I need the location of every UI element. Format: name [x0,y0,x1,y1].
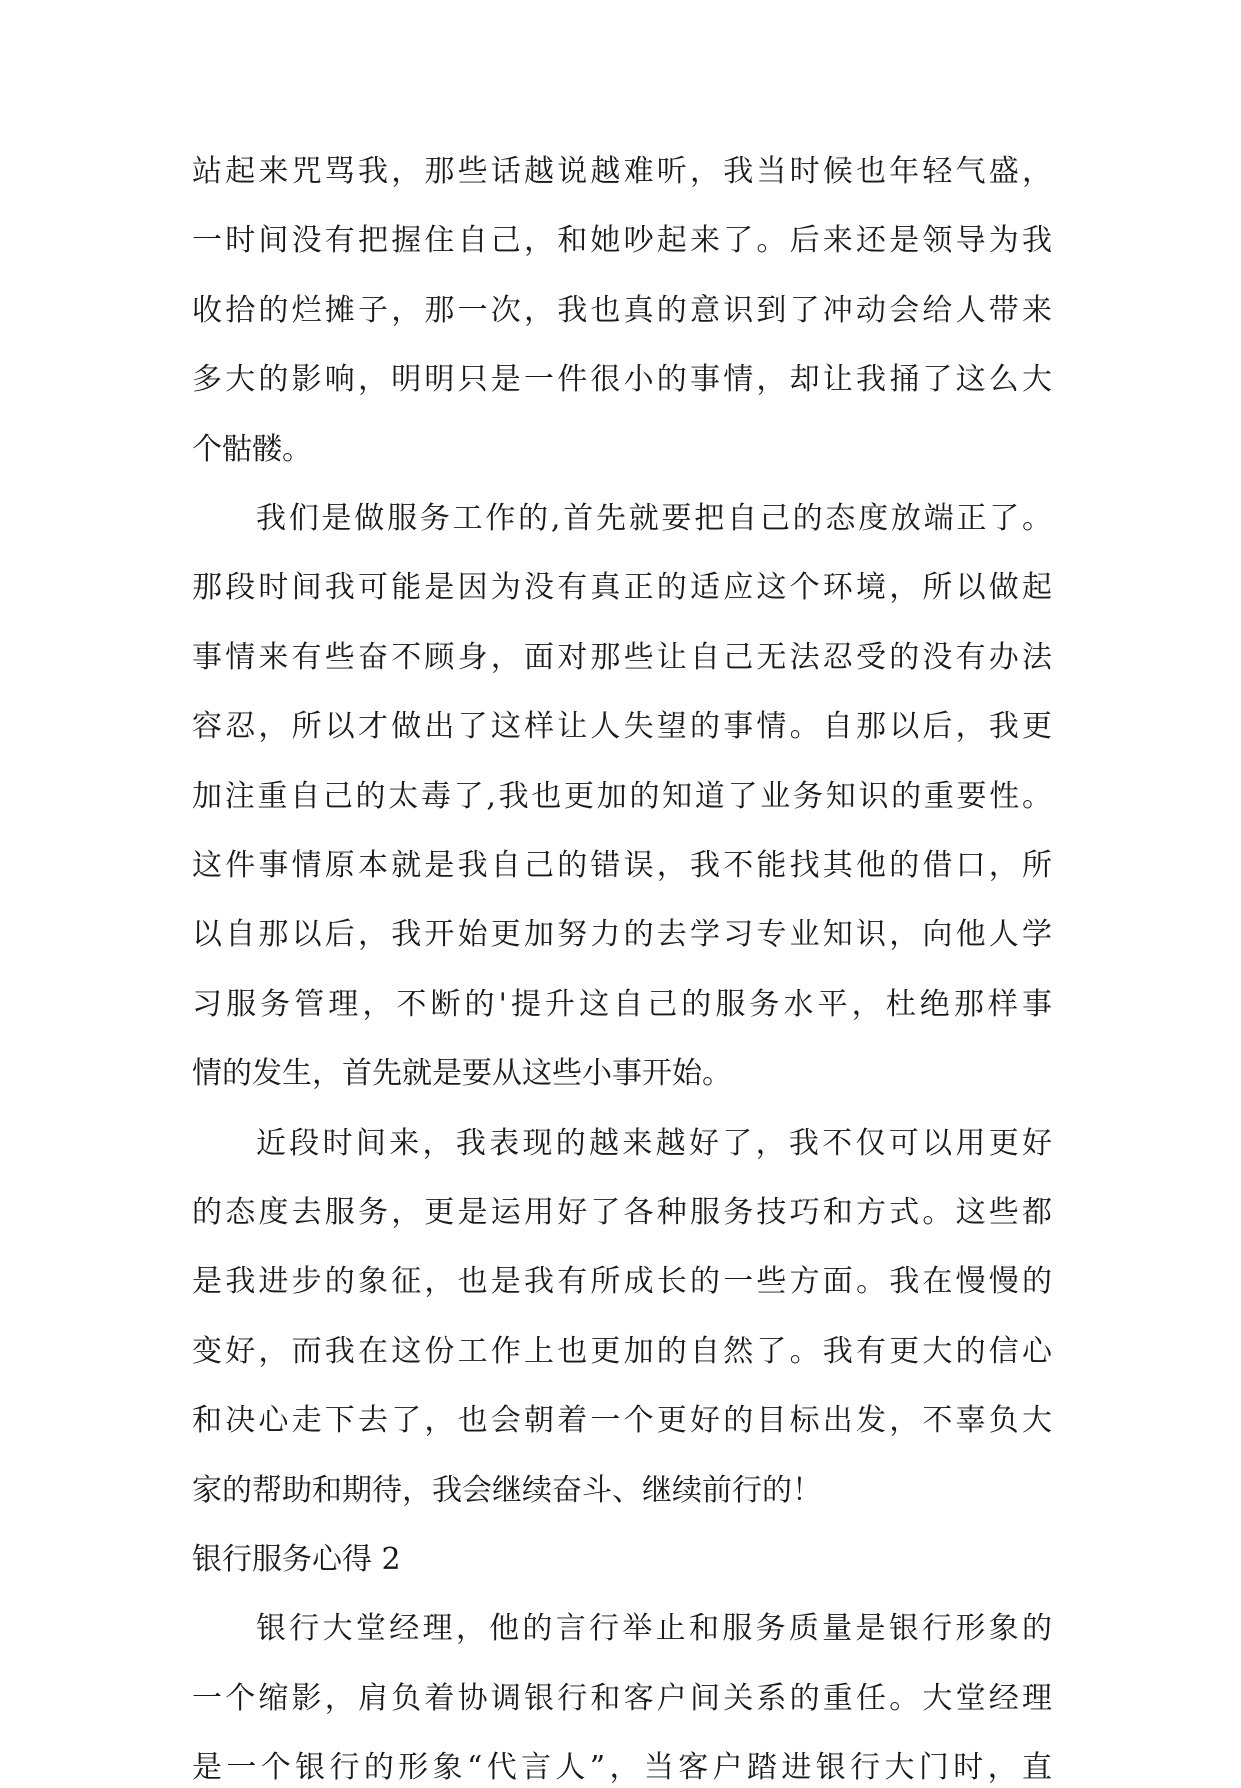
text-line: 个骷髅。 [192,432,312,467]
text-line: 那段时间我可能是因为没有真正的适应这个环境，所以做起 [192,570,1052,605]
text-line: 家的帮助和期待，我会继续奋斗、继续前行的！ [192,1473,822,1508]
text-line: 我们是做服务工作的,首先就要把自己的态度放端正了。 [256,501,1052,536]
text-line: 容忍，所以才做出了这样让人失望的事情。自那以后，我更 [192,709,1052,744]
text-line: 站起来咒骂我，那些话越说越难听，我当时候也年轻气盛， [192,154,1052,189]
text-line: 多大的影响，明明只是一件很小的事情，却让我捅了这么大 [192,362,1052,397]
text-line: 情的发生，首先就是要从这些小事开始。 [192,1056,732,1091]
text-line: 收拾的烂摊子，那一次，我也真的意识到了冲动会给人带来 [192,293,1052,328]
section-heading: 银行服务心得 2 [192,1542,401,1577]
text-line: 是我进步的象征，也是我有所成长的一些方面。我在慢慢的 [192,1264,1052,1299]
text-line: 一时间没有把握住自己，和她吵起来了。后来还是领导为我 [192,223,1052,258]
text-line: 这件事情原本就是我自己的错误，我不能找其他的借口，所 [192,848,1052,883]
text-line: 一个缩影，肩负着协调银行和客户间关系的重任。大堂经理 [192,1681,1052,1716]
text-line: 习服务管理，不断的'提升这自己的服务水平，杜绝那样事 [192,987,1052,1022]
text-line: 事情来有些奋不顾身，面对那些让自己无法忍受的没有办法 [192,640,1052,675]
text-line: 加注重自己的太毒了,我也更加的知道了业务知识的重要性。 [192,779,1052,814]
text-line: 的态度去服务，更是运用好了各种服务技巧和方式。这些都 [192,1195,1052,1230]
text-line: 和决心走下去了，也会朝着一个更好的目标出发，不辜负大 [192,1403,1052,1438]
text-line: 银行大堂经理，他的言行举止和服务质量是银行形象的 [256,1611,1052,1646]
text-line: 是一个银行的形象“代言人”，当客户踏进银行大门时，直 [192,1750,1052,1785]
text-line: 近段时间来，我表现的越来越好了，我不仅可以用更好 [256,1126,1052,1161]
text-line: 变好，而我在这份工作上也更加的自然了。我有更大的信心 [192,1334,1052,1369]
text-line: 以自那以后，我开始更加努力的去学习专业知识，向他人学 [192,917,1052,952]
